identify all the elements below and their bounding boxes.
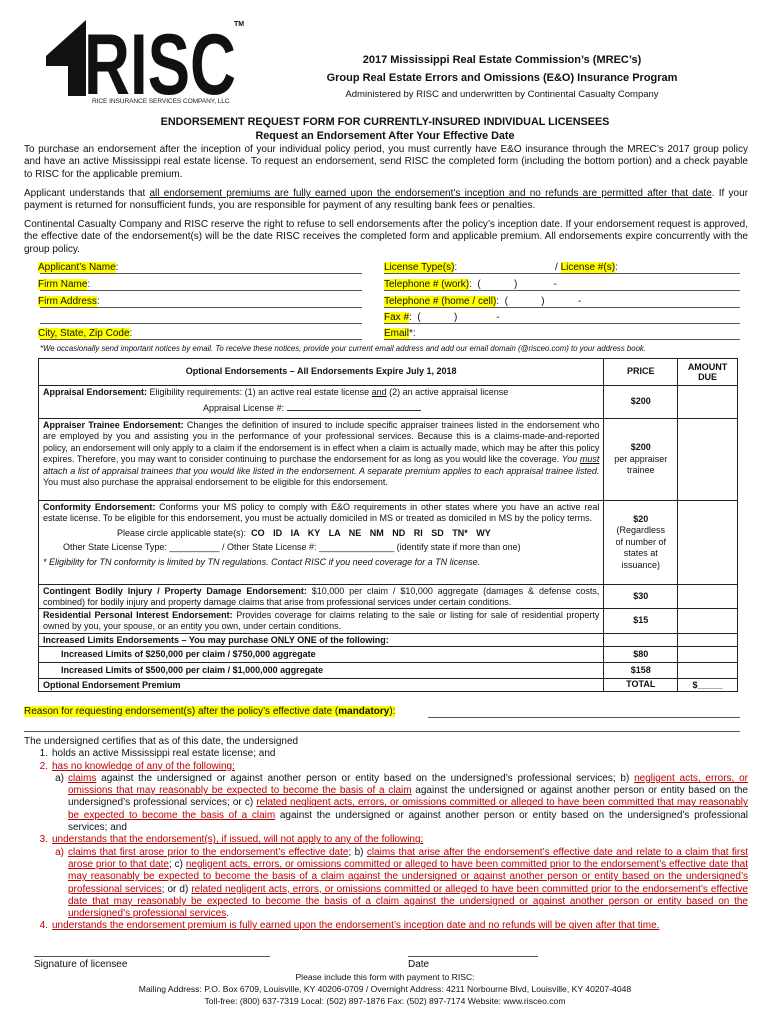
date-label: Date bbox=[408, 959, 430, 970]
limit-250k-price: $80 bbox=[603, 647, 677, 662]
certification-section bbox=[24, 736, 748, 933]
email-input[interactable] bbox=[384, 339, 740, 340]
certification-item-4: 4. understands the endorsement premium is fully earned upon the endorsement’s inception date and no refunds will be given after that time. bbox=[39, 920, 660, 932]
logo-company-name: RICE INSURANCE SERVICES COMPANY, LLC bbox=[92, 98, 230, 105]
certification-item-2: 2. has no knowledge of any of the following: bbox=[39, 760, 235, 772]
program-title: 2017 Mississippi Real Estate Commission’s (MREC’s) bbox=[362, 54, 642, 66]
increased-limits-header: Increased Limits Endorsements – You may purchase ONLY ONE of the following: bbox=[43, 635, 389, 645]
table-row-bodily-injury bbox=[39, 584, 737, 608]
limit-500k-price: $158 bbox=[603, 663, 677, 678]
reason-input[interactable] bbox=[428, 717, 740, 718]
firm-address-input[interactable] bbox=[40, 307, 362, 308]
table-row-limit-500k bbox=[39, 662, 737, 678]
trainee-endorsement-desc: Appraiser Trainee Endorsement: Changes the definition of insured to include specific appraiser trainees listed in the endorsement who are employed by you and assisting you in the performance of your professional services. Because this is a claims-made-and-reported policy, an endorsement will only apply to a claim if the endorsement is in effect when a claim is actually made, which may be after this policy expires. Therefore, you may want to consider continuing to purchase the endorsement for as long as you would like the coverage. You must attach a list of appraisal trainees that you would like listed in the endorsement. A separate premium applies to each appraisal trainee listed. You must also purchase the appraisal endorsement to be eligible for this endorsement. bbox=[43, 420, 600, 488]
telephone-home-label: Telephone # (home / cell): ( ) - bbox=[384, 296, 582, 307]
risc-logo bbox=[44, 16, 254, 108]
bodily-injury-price: $30 bbox=[603, 585, 677, 608]
email-label: Email*: bbox=[384, 328, 416, 339]
form-title: ENDORSEMENT REQUEST FORM FOR CURRENTLY-INSURED INDIVIDUAL LICENSEES bbox=[160, 116, 610, 128]
total-amount-field[interactable]: $_____ bbox=[677, 679, 737, 691]
table-header bbox=[39, 359, 737, 385]
conformity-amount-due[interactable] bbox=[677, 501, 737, 584]
limit-250k-amount-due[interactable] bbox=[677, 647, 737, 662]
reason-label: Reason for requesting endorsement(s) after the policy’s effective date (mandatory): bbox=[24, 706, 396, 717]
city-state-zip-input[interactable] bbox=[40, 339, 362, 340]
table-row-trainee bbox=[39, 418, 737, 500]
col-endorsements: Optional Endorsements – All Endorsements Expire July 1, 2018 bbox=[185, 366, 457, 377]
residential-amount-due[interactable] bbox=[677, 609, 737, 633]
footer-addresses: Mailing Address: P.O. Box 6709, Louisville, KY 40206-0709 / Overnight Address: 4211 Norbourne Blvd, Louisville, KY 40207-4048 bbox=[138, 984, 632, 994]
total-label: TOTAL bbox=[603, 679, 677, 691]
other-state-fields[interactable]: Other State License Type: __________ / Other State License #: _______________ (identify state if more than one) bbox=[63, 542, 521, 553]
license-input[interactable] bbox=[384, 273, 740, 274]
appraisal-amount-due[interactable] bbox=[677, 386, 737, 418]
fax-label: Fax #: ( ) - bbox=[384, 312, 500, 323]
appraisal-price: $200 bbox=[603, 386, 677, 418]
applicant-paragraph: Applicant understands that all endorsement premiums are fully earned upon the endorsement’s inception and no refunds are permitted after that date. If your payment is returned for nonsufficient funds, you are responsible for payment of any resulting bank fees or penalties. bbox=[24, 188, 748, 212]
signature-label: Signature of licensee bbox=[34, 959, 128, 970]
firm-name-label: Firm Name: bbox=[38, 279, 91, 290]
table-row-total bbox=[39, 678, 737, 691]
firm-address-label: Firm Address: bbox=[38, 296, 100, 307]
email-notice: *We occasionally send important notices by email. To receive these notices, provide your current email address and add our email domain (@risceo.com) to your address book. bbox=[40, 344, 646, 353]
license-type-label: License Type(s): bbox=[384, 262, 458, 273]
certification-intro: The undersigned certifies that as of this date, the undersigned bbox=[24, 736, 299, 747]
table-row-residential bbox=[39, 608, 737, 633]
certification-item-3a: a) claims that first arose prior to the endorsement’s effective date; b) claims that arise after the endorsement’s effective date and relate to a claim that first arose prior to that date; c) negligent acts, errors, or omissions committed or alleged to have been committed prior to the endorsement’s effective date that may reasonably be expected to become the basis of a claim against the undersigned or against another person or entity based on the undersigned’s professional services; or d) related negligent acts, errors, or omissions committed or alleged to have been committed prior to the endorsement’s effective date that may reasonably be expected to become the basis of a claim against the undersigned or against another person or entity based on the undersigned’s professional services. bbox=[55, 846, 749, 920]
form-subtitle: Request an Endorsement After Your Effective Date bbox=[255, 130, 515, 142]
license-number-label: / License #(s): bbox=[555, 262, 618, 273]
col-amount-due: AMOUNT DUE bbox=[677, 359, 737, 385]
reserve-paragraph: Continental Casualty Company and RISC reserve the right to refuse to sell endorsements after the policy’s inception date. If your endorsement request is approved, the effective date of the endorsement(s) will be the date RISC receives the completed form and applicable premium. All endorsements expire concurrently with the group policy. bbox=[24, 219, 748, 255]
applicant-name-input[interactable] bbox=[40, 273, 362, 274]
signature-input[interactable] bbox=[34, 956, 270, 957]
footer-contact: Toll-free: (800) 637-7319 Local: (502) 897-1876 Fax: (502) 897-7174 Website: www.risceo.com bbox=[204, 996, 566, 1006]
state-selection: Please circle applicable state(s): CO ID IA KY LA NE NM ND RI SD TN* WY bbox=[117, 527, 491, 538]
risc-logo-graphic bbox=[44, 16, 244, 98]
firm-address-input-line2[interactable] bbox=[40, 323, 362, 324]
certification-item-2a: a) claims against the undersigned or against another person or entity based on the undersigned’s professional services; b) negligent acts, errors, or omissions that may reasonably be expected to become the basis of a claim against the undersigned or against another person or entity based on the undersigned’s professional services; or c) related negligent acts, errors, or omissions committed or alleged to have been committed that may reasonably be expected to become the basis of a claim against the undersigned or against another person or entity based on the undersigned’s professional services; and bbox=[55, 772, 749, 834]
logo-tm: TM bbox=[234, 21, 244, 28]
administered-by: Administered by RISC and underwritten by Continental Casualty Company bbox=[345, 89, 659, 100]
col-price: PRICE bbox=[603, 359, 677, 385]
optional-premium-label: Optional Endorsement Premium bbox=[43, 680, 181, 690]
certification-item-1: 1. holds an active Mississippi real estate license; and bbox=[39, 748, 276, 760]
trainee-price: $200 per appraiser trainee bbox=[603, 419, 677, 500]
residential-price: $15 bbox=[603, 609, 677, 633]
residential-desc: Residential Personal Interest Endorsement: Provides coverage for claims relating to the sale or listing for sale of residential property owned by you, your spouse, or an entity you own, under certain conditions. bbox=[43, 610, 600, 632]
firm-name-input[interactable] bbox=[40, 290, 362, 291]
no-refund-notice: all endorsement premiums are fully earned upon the endorsement’s inception and no refunds are permitted after that date bbox=[149, 188, 712, 199]
tn-eligibility-note: * Eligibility for TN conformity is limited by TN regulations. Contact RISC if you need coverage for a TN license. bbox=[43, 556, 481, 567]
program-subtitle: Group Real Estate Errors and Omissions (E&O) Insurance Program bbox=[326, 72, 678, 84]
bodily-injury-amount-due[interactable] bbox=[677, 585, 737, 608]
table-row-limits-header bbox=[39, 633, 737, 646]
intro-paragraph: To purchase an endorsement after the inception of your individual policy period, you must currently have E&O insurance through the MREC’s 2017 group policy and have an active Mississippi real estate license. To request an endorsement, send RISC the completed form (including the bottom portion) and a check payable to RISC for the applicable premium. bbox=[24, 144, 748, 180]
certification-item-3: 3. understands that the endorsement(s), if issued, will not apply to any of the following: bbox=[39, 834, 424, 846]
state-options[interactable]: CO ID IA KY LA NE NM ND RI SD TN* WY bbox=[251, 527, 491, 538]
appraisal-endorsement-desc: Appraisal Endorsement: Eligibility requirements: (1) an active real estate license and (2) an active appraisal license Appraisal License #: bbox=[39, 386, 603, 418]
logo-mark: RISC bbox=[84, 17, 236, 98]
footer-instruction: Please include this form with payment to RISC: bbox=[295, 972, 475, 982]
limit-500k-desc: Increased Limits of $500,000 per claim / $1,000,000 aggregate bbox=[61, 664, 324, 675]
conformity-endorsement-desc: Conformity Endorsement: Conforms your MS policy to comply with E&O requirements in other states where you have an active real estate license. To be eligible for this endorsement, you must be actually domiciled in MS or treated as domiciled in MS by the policy terms. Please circle applicable state(s): CO ID IA KY LA NE NM ND RI SD TN* WY Other State License Type: __________ / Other State License #: _______________ (identify state if more than one) * Eligibility for TN conformity is limited by TN regulations. Contact RISC if you need coverage for a TN license. bbox=[43, 502, 600, 567]
limit-500k-amount-due[interactable] bbox=[677, 663, 737, 678]
applicant-name-label: Applicant’s Name: bbox=[38, 262, 119, 273]
appraisal-license-field[interactable]: Appraisal License #: bbox=[43, 402, 599, 414]
date-input[interactable] bbox=[408, 956, 538, 957]
conformity-price: $20 (Regardless of number of states at issuance) bbox=[603, 501, 677, 584]
bodily-injury-desc: Contingent Bodily Injury / Property Damage Endorsement: $10,000 per claim / $10,000 aggregate (damages & defense costs, combined) for bodily injury and property damage claims that arise from professional services under certain conditions. bbox=[43, 586, 600, 608]
telephone-work-input[interactable] bbox=[384, 290, 740, 291]
telephone-home-input[interactable] bbox=[384, 307, 740, 308]
trainee-amount-due[interactable] bbox=[677, 419, 737, 500]
table-row-limit-250k bbox=[39, 646, 737, 662]
telephone-work-label: Telephone # (work): ( ) - bbox=[384, 279, 557, 290]
city-state-zip-label: City, State, Zip Code: bbox=[38, 328, 133, 339]
limit-250k-desc: Increased Limits of $250,000 per claim / $750,000 aggregate bbox=[61, 648, 316, 659]
endorsement-table bbox=[38, 358, 738, 692]
table-row-conformity bbox=[39, 500, 737, 584]
reason-input-line2[interactable] bbox=[24, 731, 740, 732]
table-row-appraisal bbox=[39, 385, 737, 418]
fax-input[interactable] bbox=[384, 323, 740, 324]
